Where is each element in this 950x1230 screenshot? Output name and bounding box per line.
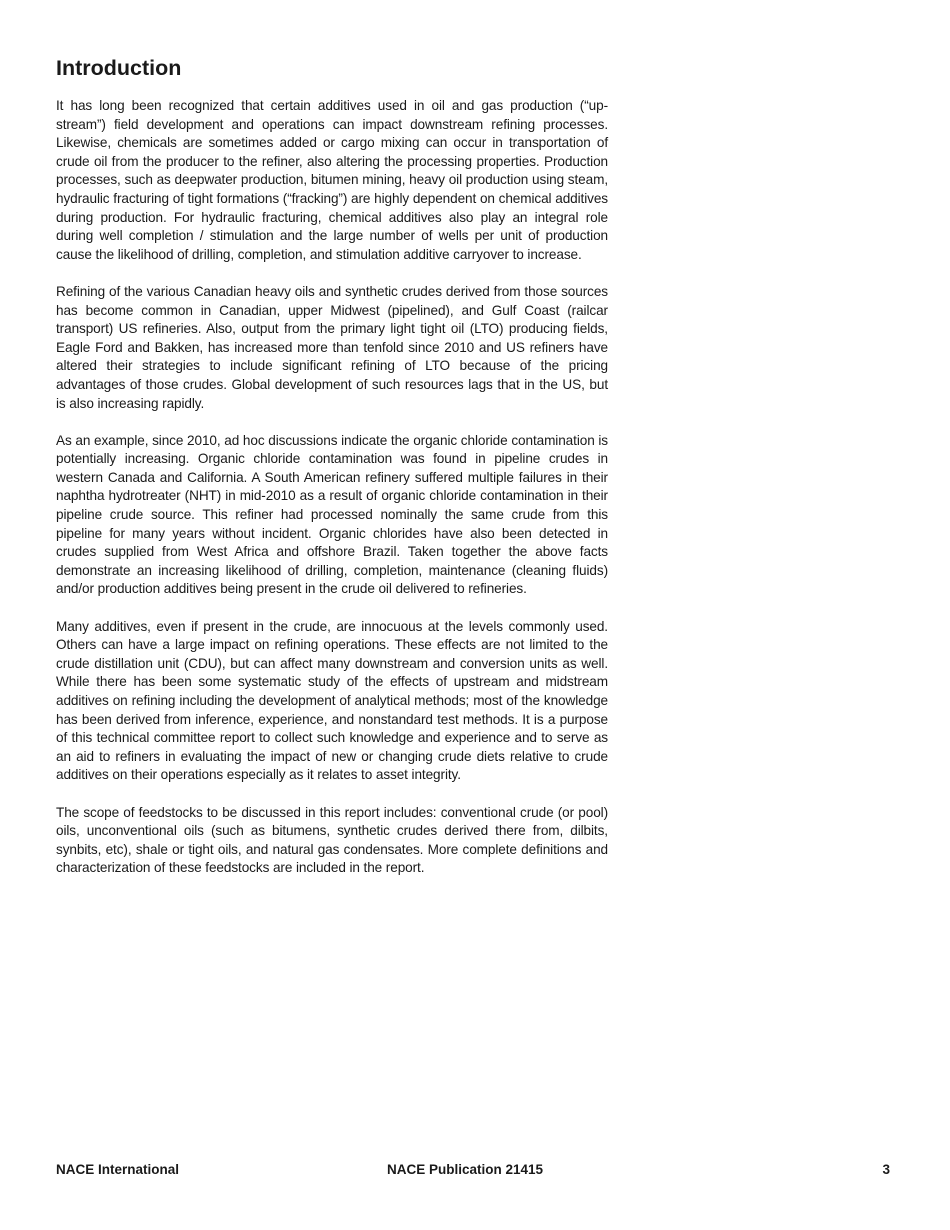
- paragraph: Many additives, even if present in the crude, are innocuous at the levels commonly used. Others can have a large impact on refining operations. These effects are not limited to the crude distillation unit (CDU), but can affect many downstream and conversion units as well. While there has been some systematic study of the effects of upstream and midstream additives on refining including the development of analytical methods; most of the knowledge has been derived from inference, experience, and nonstandard test methods. It is a purpose of this technical committee report to collect such knowledge and experience and to serve as an aid to refiners in evaluating the impact of new or changing crude diets relative to crude additives on their operations especially as it relates to asset integrity.: [56, 618, 608, 783]
- body-text: [56, 97, 608, 897]
- footer-publication: NACE Publication 21415: [387, 1162, 544, 1177]
- paragraph: As an example, since 2010, ad hoc discussions indicate the organic chloride contamination is potentially increasing. Organic chloride contamination was found in pipeline crudes in western Canada and California. A South American refinery suffered multiple failures in their naphtha hydrotreater (NHT) in mid-2010 as a result of organic chloride contamination in their pipeline crude source. This refiner had processed nominally the same crude from this pipeline for many years without incident. Organic chlorides have also been detected in crudes supplied from West Africa and offshore Brazil. Taken together the above facts demonstrate an increasing likelihood of drilling, completion, maintenance (cleaning fluids) and/or production additives being present in the crude oil delivered to refineries.: [56, 432, 608, 597]
- paragraph: The scope of feedstocks to be discussed in this report includes: conventional crude (or pool) oils, unconventional oils (such as bitumens, synthetic crudes derived there from, dilbits, synbits, etc), shale or tight oils, and natural gas condensates. More complete definitions and characterization of these feedstocks are included in the report.: [56, 804, 608, 876]
- paragraph: It has long been recognized that certain additives used in oil and gas production (“up-stream”) field development and operations can impact downstream refining processes. Likewise, chemicals are sometimes added or cargo mixing can occur in transportation of crude oil from the producer to the refiner, also altering the processing properties. Production processes, such as deepwater production, bitumen mining, heavy oil production using steam, hydraulic fracturing of tight formations (“fracking”) are highly dependent on chemical additives during production. For hydraulic fracturing, chemical additives also play an integral role during well completion / stimulation and the large number of wells per unit of production cause the likelihood of drilling, completion, and stimulation additive carryover to increase.: [56, 98, 608, 262]
- footer-organization: NACE International: [56, 1162, 180, 1177]
- page-footer: [56, 1160, 890, 1180]
- page-number: 3: [882, 1162, 890, 1177]
- page-title: Introduction: [56, 56, 182, 80]
- paragraph: Refining of the various Canadian heavy oils and synthetic crudes derived from those sources has become common in Canadian, upper Midwest (pipelined), and Gulf Coast (railcar transport) US refineries. Also, output from the primary light tight oil (LTO) producing fields, Eagle Ford and Bakken, has increased more than tenfold since 2010 and US refiners have altered their strategies to include significant refining of LTO because of the pricing advantages of those crudes. Global development of such resources lags that in the US, but is also increasing rapidly.: [56, 283, 608, 411]
